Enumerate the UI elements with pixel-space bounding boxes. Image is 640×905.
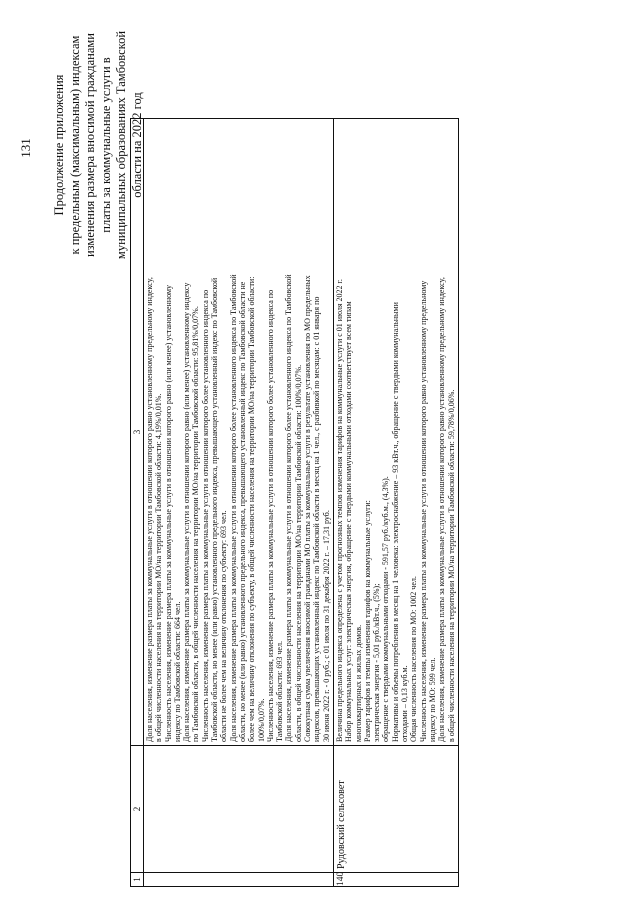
description-line: индексу по Тамбовской области: 664 чел.	[172, 601, 182, 742]
description-line: Доля населения, изменение размера платы за коммунальные услуги в отношении которого более установленного индекса по Тамбовской	[284, 274, 294, 742]
description-line: Численность населения, изменение размера платы за коммунальные услуги в отношении которого равно установленному предельному	[418, 280, 428, 742]
description-line: в общей численности населения на территории МО/на территории Тамбовской области: 4,19%/0,01%.	[154, 393, 164, 742]
table-row	[144, 119, 334, 887]
description-line: области не более чем на величину отклонения по субъекту: 693 чел.	[219, 510, 229, 742]
description-line: Доля населения, изменение размера платы за коммунальные услуги в отношении которого равно установленному предельному индексу,	[437, 277, 447, 742]
description-line: Численность населения, изменение размера платы за коммунальные услуги в отношении которого равно (или менее) установленному	[163, 284, 173, 742]
description-line: в общей численности населения на территории МО/на территории Тамбовской области: 59,78%/0,06%.	[446, 389, 456, 742]
description-line: Общая численность населения по МО: 1002 чел.	[409, 576, 419, 742]
description-line: Нормативы и объемы потребления в месяц на 1 человека: электроснабжение – 93 кВт.ч., обращение с твердыми коммунальными	[390, 302, 400, 742]
description-line: по Тамбовской области, в общей численности населения на территории МО/на территории Тамбовской области: 95,81%/0,07%.	[191, 306, 201, 742]
header-cell-1: 1	[131, 873, 144, 887]
description-line: отходами – 0,13 куб.м.	[400, 665, 410, 742]
heading-line: к предельным (максимальным) индексам	[67, 35, 82, 255]
heading-line: изменения размера вносимой гражданами	[83, 33, 97, 258]
header-cell-3: 3	[131, 119, 144, 746]
index-description	[333, 119, 458, 746]
description-line: Размер тарифов и темпы изменения тарифов на коммунальные услуги:	[362, 500, 372, 742]
description-line: многоквартирных и жилых домов.	[353, 624, 363, 742]
description-line: Доля населения, изменение размера платы за коммунальные услуги в отношении которого равно установленному предельному индексу,	[145, 277, 154, 742]
heading-line: области на 2022 год	[129, 92, 144, 198]
index-table	[130, 119, 459, 887]
index-description	[144, 119, 334, 746]
municipality-name	[144, 746, 334, 873]
description-line: области, в общей численности населения на территории МО/на территории Тамбовской области: 100%/0,07%.	[293, 364, 303, 742]
description-line: электрическая энергия - 5,01 руб./кВт.ч., (5%);	[372, 583, 382, 742]
description-line: Численность населения, изменение размера платы за коммунальные услуги в отношении которого более установленного индекса по	[200, 289, 210, 742]
description-line: Набор коммунальных услуг: электрическая энергия, обращение с твердыми коммунальными отходами соответствует всем типам	[344, 301, 354, 742]
table-row	[333, 119, 458, 887]
description-line: Доля населения, изменение размера платы за коммунальные услуги в отношении которого более установленного индекса по Тамбовской	[228, 274, 238, 742]
description-line: Численность населения, изменение размера платы за коммунальные услуги в отношении которого более установленного индекса по	[265, 289, 275, 742]
page-number: 131	[18, 138, 33, 158]
description-line: Тамбовской области, но менее (или равно) установленного предельного индекса, превышающего установленный индекс по Тамбовской	[210, 277, 220, 742]
description-line: обращение с твердыми коммунальными отходами - 591,57 руб./куб.м., (4,3%).	[381, 476, 391, 742]
description-line: 30 июня 2022 г. - 0 руб.; с 01 июля по 31 декабря 2022 г. – 17,31 руб.	[321, 510, 331, 742]
description-line: 100%/0,07%.	[256, 698, 266, 742]
row-number	[144, 873, 334, 887]
description-line: индексу по МО: 599 чел.	[427, 657, 437, 742]
heading-line: Продолжение приложения	[52, 74, 66, 216]
heading-line: платы за коммунальные услуги в	[98, 57, 113, 233]
heading-line: муниципальных образованиях Тамбовской	[114, 30, 128, 260]
description-line: Величина предельного индекса определена с учетом прогнозных темпов изменения тарифов на коммунальные услуги с 01 июля 2022 г.	[334, 279, 344, 742]
header-cell-2: 2	[131, 746, 144, 873]
municipality-name: Рудовский сельсовет	[333, 746, 458, 873]
description-line: области, но менее (или равно) установленного предельного индекса, превышающего установленный индекс по Тамбовской области не	[237, 281, 247, 742]
description-line: Совокупная сумма увеличения вносимой гражданами МО платы за коммунальные услуги в результате установления по МО предельных	[303, 275, 313, 742]
row-number: 140	[333, 873, 458, 887]
table-header-row	[131, 119, 144, 887]
description-line: более чем на величину отклонения по субъекту, в общей численности населения на территории МО/на территории Тамбовской области:	[247, 276, 257, 742]
description-line: Доля населения, изменение размера платы за коммунальные услуги в отношении которого равно (или менее) установленному индексу	[182, 282, 192, 742]
description-line: Тамбовской области: 693 чел.	[275, 641, 285, 742]
description-line: индексов, превышающих установленный индекс по Тамбовской области в месяц на 1 чел., с разбивкой по месяцам: с 01 января по	[312, 296, 322, 742]
